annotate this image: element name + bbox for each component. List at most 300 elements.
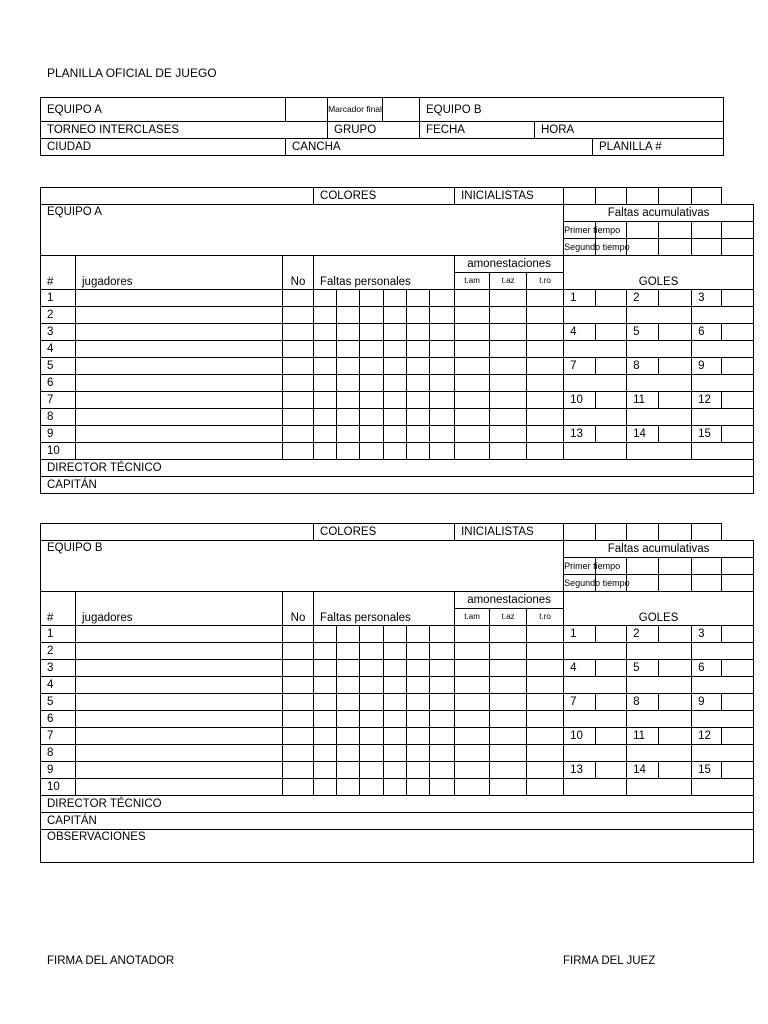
- personal-foul-cell[interactable]: [430, 443, 455, 460]
- personal-foul-cell[interactable]: [337, 643, 360, 660]
- card-cell[interactable]: [490, 660, 527, 677]
- card-cell[interactable]: [455, 745, 490, 762]
- card-cell[interactable]: [455, 728, 490, 745]
- half-foul-cell[interactable]: [722, 222, 754, 239]
- card-cell[interactable]: [455, 426, 490, 443]
- personal-foul-cell[interactable]: [430, 779, 455, 796]
- personal-foul-cell[interactable]: [430, 745, 455, 762]
- half-foul-cell[interactable]: [659, 558, 692, 575]
- goal-mark-cell[interactable]: [659, 728, 692, 745]
- half-foul-cell[interactable]: [692, 575, 722, 592]
- player-name-cell[interactable]: [76, 728, 283, 745]
- personal-foul-cell[interactable]: [360, 426, 384, 443]
- goal-mark-cell[interactable]: [596, 694, 627, 711]
- personal-foul-cell[interactable]: [337, 711, 360, 728]
- player-jersey-cell[interactable]: [283, 375, 314, 392]
- goal-mark-cell[interactable]: [722, 324, 754, 341]
- personal-foul-cell[interactable]: [314, 728, 337, 745]
- player-jersey-cell[interactable]: [283, 694, 314, 711]
- goal-mark-cell[interactable]: [596, 290, 627, 307]
- half-foul-cell[interactable]: [722, 575, 754, 592]
- goal-mark-cell[interactable]: [596, 762, 627, 779]
- card-cell[interactable]: [490, 711, 527, 728]
- personal-foul-cell[interactable]: [314, 409, 337, 426]
- card-cell[interactable]: [527, 745, 564, 762]
- personal-foul-cell[interactable]: [314, 358, 337, 375]
- red-card-header: t.ro: [527, 273, 564, 290]
- player-jersey-cell[interactable]: [283, 290, 314, 307]
- goal-mark-cell[interactable]: [659, 392, 692, 409]
- player-name-cell[interactable]: [76, 677, 283, 694]
- player-name-cell[interactable]: [76, 694, 283, 711]
- goal-mark-cell[interactable]: [596, 728, 627, 745]
- personal-foul-cell[interactable]: [314, 392, 337, 409]
- personal-foul-cell[interactable]: [384, 409, 407, 426]
- personal-foul-cell[interactable]: [430, 409, 455, 426]
- goal-spacer-cell: [564, 307, 627, 324]
- card-cell[interactable]: [490, 694, 527, 711]
- player-jersey-cell[interactable]: [283, 711, 314, 728]
- team-a-score-cell[interactable]: [286, 98, 328, 122]
- personal-foul-cell[interactable]: [360, 392, 384, 409]
- card-cell[interactable]: [527, 426, 564, 443]
- personal-foul-cell[interactable]: [337, 341, 360, 358]
- starter-cell[interactable]: [596, 188, 627, 205]
- accumulated-fouls-label: Faltas acumulativas: [564, 541, 754, 558]
- personal-foul-cell[interactable]: [314, 307, 337, 324]
- personal-foul-cell[interactable]: [407, 643, 430, 660]
- personal-foul-cell[interactable]: [314, 443, 337, 460]
- personal-foul-cell[interactable]: [314, 694, 337, 711]
- personal-foul-cell[interactable]: [360, 643, 384, 660]
- personal-foul-cell[interactable]: [407, 677, 430, 694]
- player-name-cell[interactable]: [76, 762, 283, 779]
- card-cell[interactable]: [455, 711, 490, 728]
- player-name-cell[interactable]: [76, 660, 283, 677]
- goal-mark-cell[interactable]: [659, 694, 692, 711]
- personal-foul-cell[interactable]: [384, 728, 407, 745]
- personal-foul-cell[interactable]: [314, 779, 337, 796]
- goal-spacer-cell: [627, 375, 692, 392]
- card-cell[interactable]: [490, 443, 527, 460]
- personal-foul-cell[interactable]: [360, 409, 384, 426]
- card-cell[interactable]: [527, 358, 564, 375]
- personal-foul-cell[interactable]: [430, 307, 455, 324]
- card-cell[interactable]: [455, 375, 490, 392]
- personal-foul-cell[interactable]: [337, 660, 360, 677]
- goal-number-label: 5: [627, 660, 659, 677]
- half-foul-cell[interactable]: [722, 239, 754, 256]
- personal-foul-cell[interactable]: [430, 711, 455, 728]
- personal-foul-cell[interactable]: [407, 728, 430, 745]
- personal-foul-cell[interactable]: [360, 443, 384, 460]
- card-cell[interactable]: [490, 290, 527, 307]
- half-foul-cell[interactable]: [627, 222, 659, 239]
- personal-foul-cell[interactable]: [430, 660, 455, 677]
- personal-foul-cell[interactable]: [384, 324, 407, 341]
- player-name-cell[interactable]: [76, 426, 283, 443]
- personal-foul-cell[interactable]: [430, 375, 455, 392]
- personal-foul-cell[interactable]: [337, 443, 360, 460]
- player-name-cell[interactable]: [76, 745, 283, 762]
- personal-foul-cell[interactable]: [384, 626, 407, 643]
- card-cell[interactable]: [490, 426, 527, 443]
- card-cell[interactable]: [527, 307, 564, 324]
- personal-foul-cell[interactable]: [314, 290, 337, 307]
- personal-foul-cell[interactable]: [384, 779, 407, 796]
- player-jersey-cell[interactable]: [283, 341, 314, 358]
- player-name-cell[interactable]: [76, 375, 283, 392]
- personal-foul-cell[interactable]: [360, 307, 384, 324]
- personal-foul-cell[interactable]: [430, 762, 455, 779]
- personal-foul-cell[interactable]: [407, 762, 430, 779]
- personal-foul-cell[interactable]: [360, 762, 384, 779]
- personal-foul-cell[interactable]: [384, 677, 407, 694]
- card-cell[interactable]: [455, 762, 490, 779]
- card-cell[interactable]: [527, 677, 564, 694]
- goal-mark-cell[interactable]: [659, 358, 692, 375]
- personal-foul-cell[interactable]: [314, 745, 337, 762]
- card-cell[interactable]: [455, 392, 490, 409]
- personal-foul-cell[interactable]: [384, 762, 407, 779]
- player-name-cell[interactable]: [76, 443, 283, 460]
- player-name-cell[interactable]: [76, 290, 283, 307]
- personal-foul-cell[interactable]: [384, 694, 407, 711]
- blank-cell: [41, 188, 314, 205]
- personal-foul-cell[interactable]: [360, 711, 384, 728]
- personal-foul-cell[interactable]: [407, 324, 430, 341]
- card-cell[interactable]: [455, 643, 490, 660]
- player-row-number: 4: [41, 341, 76, 358]
- card-cell[interactable]: [527, 643, 564, 660]
- personal-foul-cell[interactable]: [360, 660, 384, 677]
- card-cell[interactable]: [455, 341, 490, 358]
- player-name-cell[interactable]: [76, 324, 283, 341]
- goal-mark-cell[interactable]: [659, 762, 692, 779]
- card-cell[interactable]: [455, 443, 490, 460]
- personal-foul-cell[interactable]: [360, 341, 384, 358]
- player-jersey-cell[interactable]: [283, 779, 314, 796]
- personal-foul-cell[interactable]: [384, 392, 407, 409]
- goal-mark-cell[interactable]: [596, 324, 627, 341]
- card-cell[interactable]: [527, 626, 564, 643]
- goal-mark-cell[interactable]: [722, 660, 754, 677]
- goal-number-label: 12: [692, 392, 722, 409]
- personal-foul-cell[interactable]: [360, 677, 384, 694]
- card-cell[interactable]: [455, 324, 490, 341]
- personal-foul-cell[interactable]: [384, 290, 407, 307]
- player-jersey-cell[interactable]: [283, 409, 314, 426]
- card-cell[interactable]: [455, 660, 490, 677]
- coach-label: DIRECTOR TÉCNICO: [41, 460, 754, 477]
- player-name-cell[interactable]: [76, 626, 283, 643]
- goal-spacer-cell: [627, 409, 692, 426]
- half-foul-cell[interactable]: [692, 558, 722, 575]
- card-cell[interactable]: [490, 643, 527, 660]
- personal-foul-cell[interactable]: [337, 409, 360, 426]
- goal-number-label: 6: [692, 660, 722, 677]
- personal-foul-cell[interactable]: [314, 426, 337, 443]
- player-jersey-cell[interactable]: [283, 745, 314, 762]
- goal-spacer-cell: [692, 307, 754, 324]
- player-name-cell[interactable]: [76, 307, 283, 324]
- half-foul-cell[interactable]: [627, 239, 659, 256]
- half-foul-cell[interactable]: [627, 575, 659, 592]
- personal-foul-cell[interactable]: [407, 443, 430, 460]
- player-jersey-cell[interactable]: [283, 443, 314, 460]
- personal-foul-cell[interactable]: [407, 626, 430, 643]
- card-cell[interactable]: [490, 392, 527, 409]
- player-name-cell[interactable]: [76, 392, 283, 409]
- personal-foul-cell[interactable]: [360, 375, 384, 392]
- personal-foul-cell[interactable]: [360, 779, 384, 796]
- card-cell[interactable]: [527, 290, 564, 307]
- player-jersey-cell[interactable]: [283, 392, 314, 409]
- personal-foul-cell[interactable]: [384, 745, 407, 762]
- personal-foul-cell[interactable]: [360, 626, 384, 643]
- personal-foul-cell[interactable]: [430, 392, 455, 409]
- personal-foul-cell[interactable]: [430, 694, 455, 711]
- card-cell[interactable]: [527, 392, 564, 409]
- goal-mark-cell[interactable]: [722, 392, 754, 409]
- group-label: GRUPO: [328, 122, 420, 139]
- player-jersey-cell[interactable]: [283, 626, 314, 643]
- card-cell[interactable]: [527, 443, 564, 460]
- personal-foul-cell[interactable]: [430, 626, 455, 643]
- player-name-cell[interactable]: [76, 409, 283, 426]
- personal-foul-cell[interactable]: [407, 694, 430, 711]
- player-jersey-cell[interactable]: [283, 643, 314, 660]
- personal-foul-cell[interactable]: [314, 677, 337, 694]
- starter-cell[interactable]: [627, 524, 659, 541]
- goal-mark-cell[interactable]: [659, 660, 692, 677]
- personal-foul-cell[interactable]: [337, 358, 360, 375]
- half-foul-cell[interactable]: [692, 222, 722, 239]
- personal-foul-cell[interactable]: [337, 626, 360, 643]
- starter-cell[interactable]: [692, 524, 722, 541]
- personal-foul-cell[interactable]: [384, 375, 407, 392]
- card-cell[interactable]: [527, 762, 564, 779]
- personal-foul-cell[interactable]: [430, 643, 455, 660]
- personal-foul-cell[interactable]: [337, 762, 360, 779]
- player-name-cell[interactable]: [76, 358, 283, 375]
- personal-foul-cell[interactable]: [337, 392, 360, 409]
- team-b-score-cell[interactable]: [383, 98, 420, 122]
- player-jersey-cell[interactable]: [283, 728, 314, 745]
- card-cell[interactable]: [455, 290, 490, 307]
- personal-foul-cell[interactable]: [430, 426, 455, 443]
- personal-foul-cell[interactable]: [407, 660, 430, 677]
- goal-spacer-cell: [692, 443, 754, 460]
- second-half-label: Segundo tiempo: [564, 575, 596, 592]
- half-foul-cell[interactable]: [627, 558, 659, 575]
- personal-foul-cell[interactable]: [407, 290, 430, 307]
- half-foul-cell[interactable]: [659, 239, 692, 256]
- player-name-cell[interactable]: [76, 643, 283, 660]
- card-cell[interactable]: [455, 409, 490, 426]
- personal-foul-cell[interactable]: [384, 643, 407, 660]
- card-cell[interactable]: [527, 324, 564, 341]
- player-jersey-cell[interactable]: [283, 307, 314, 324]
- personal-foul-cell[interactable]: [360, 694, 384, 711]
- card-cell[interactable]: [490, 779, 527, 796]
- card-cell[interactable]: [490, 341, 527, 358]
- card-cell[interactable]: [490, 745, 527, 762]
- card-cell[interactable]: [527, 728, 564, 745]
- player-name-cell[interactable]: [76, 711, 283, 728]
- personal-foul-cell[interactable]: [407, 375, 430, 392]
- personal-foul-cell[interactable]: [337, 694, 360, 711]
- personal-foul-cell[interactable]: [337, 290, 360, 307]
- card-cell[interactable]: [490, 358, 527, 375]
- personal-foul-cell[interactable]: [430, 358, 455, 375]
- personal-foul-cell[interactable]: [407, 392, 430, 409]
- starter-cell[interactable]: [564, 524, 596, 541]
- card-cell[interactable]: [490, 307, 527, 324]
- card-cell[interactable]: [490, 626, 527, 643]
- card-cell[interactable]: [527, 711, 564, 728]
- goal-mark-cell[interactable]: [722, 694, 754, 711]
- personal-foul-cell[interactable]: [430, 341, 455, 358]
- personal-foul-cell[interactable]: [360, 358, 384, 375]
- goal-mark-cell[interactable]: [722, 728, 754, 745]
- goal-mark-cell[interactable]: [722, 426, 754, 443]
- personal-foul-cell[interactable]: [360, 324, 384, 341]
- referee-signature-label: FIRMA DEL JUEZ: [563, 955, 656, 967]
- personal-foul-cell[interactable]: [337, 677, 360, 694]
- goal-mark-cell[interactable]: [596, 392, 627, 409]
- goal-mark-cell[interactable]: [596, 660, 627, 677]
- goal-mark-cell[interactable]: [596, 358, 627, 375]
- personal-foul-cell[interactable]: [384, 341, 407, 358]
- card-cell[interactable]: [527, 409, 564, 426]
- starter-cell[interactable]: [564, 188, 596, 205]
- starter-cell[interactable]: [659, 188, 692, 205]
- card-cell[interactable]: [490, 375, 527, 392]
- number-header: #: [41, 592, 76, 626]
- personal-foul-cell[interactable]: [360, 745, 384, 762]
- starter-cell[interactable]: [627, 188, 659, 205]
- personal-foul-cell[interactable]: [407, 779, 430, 796]
- goal-mark-cell[interactable]: [596, 626, 627, 643]
- goal-mark-cell[interactable]: [659, 426, 692, 443]
- personal-foul-cell[interactable]: [360, 290, 384, 307]
- half-foul-cell[interactable]: [722, 558, 754, 575]
- personal-foul-cell[interactable]: [337, 324, 360, 341]
- personal-foul-cell[interactable]: [407, 426, 430, 443]
- personal-foul-cell[interactable]: [430, 290, 455, 307]
- player-row-number: 10: [41, 443, 76, 460]
- half-foul-cell[interactable]: [692, 239, 722, 256]
- goal-mark-cell[interactable]: [659, 290, 692, 307]
- card-cell[interactable]: [527, 375, 564, 392]
- personal-foul-cell[interactable]: [314, 375, 337, 392]
- personal-foul-cell[interactable]: [314, 643, 337, 660]
- player-jersey-cell[interactable]: [283, 660, 314, 677]
- half-foul-cell[interactable]: [659, 575, 692, 592]
- personal-foul-cell[interactable]: [337, 307, 360, 324]
- personal-foul-cell[interactable]: [407, 341, 430, 358]
- personal-foul-cell[interactable]: [384, 660, 407, 677]
- goal-mark-cell[interactable]: [596, 426, 627, 443]
- card-cell[interactable]: [455, 358, 490, 375]
- personal-foul-cell[interactable]: [384, 711, 407, 728]
- half-foul-cell[interactable]: [659, 222, 692, 239]
- card-cell[interactable]: [455, 677, 490, 694]
- personal-foul-cell[interactable]: [384, 358, 407, 375]
- personal-foul-cell[interactable]: [407, 711, 430, 728]
- player-name-cell[interactable]: [76, 779, 283, 796]
- personal-foul-cell[interactable]: [430, 324, 455, 341]
- card-cell[interactable]: [490, 728, 527, 745]
- card-cell[interactable]: [455, 307, 490, 324]
- personal-foul-cell[interactable]: [314, 762, 337, 779]
- card-cell[interactable]: [455, 694, 490, 711]
- card-cell[interactable]: [455, 779, 490, 796]
- goal-number-label: 9: [692, 694, 722, 711]
- personal-foul-cell[interactable]: [337, 779, 360, 796]
- goal-mark-cell[interactable]: [659, 626, 692, 643]
- personal-foul-cell[interactable]: [407, 745, 430, 762]
- card-cell[interactable]: [527, 694, 564, 711]
- first-half-label: Primer tiempo: [564, 558, 596, 575]
- personal-foul-cell[interactable]: [407, 307, 430, 324]
- player-jersey-cell[interactable]: [283, 324, 314, 341]
- personal-foul-cell[interactable]: [407, 409, 430, 426]
- personal-foul-cell[interactable]: [430, 728, 455, 745]
- goal-mark-cell[interactable]: [722, 358, 754, 375]
- card-cell[interactable]: [490, 762, 527, 779]
- goal-spacer-cell: [564, 643, 627, 660]
- player-jersey-cell[interactable]: [283, 358, 314, 375]
- personal-foul-cell[interactable]: [314, 324, 337, 341]
- card-cell[interactable]: [527, 660, 564, 677]
- starter-cell[interactable]: [659, 524, 692, 541]
- card-cell[interactable]: [490, 324, 527, 341]
- player-name-cell[interactable]: [76, 341, 283, 358]
- personal-foul-cell[interactable]: [384, 443, 407, 460]
- personal-foul-cell[interactable]: [384, 426, 407, 443]
- personal-foul-cell[interactable]: [314, 341, 337, 358]
- player-jersey-cell[interactable]: [283, 762, 314, 779]
- starter-cell[interactable]: [596, 524, 627, 541]
- personal-foul-cell[interactable]: [407, 358, 430, 375]
- card-cell[interactable]: [527, 341, 564, 358]
- goal-mark-cell[interactable]: [722, 762, 754, 779]
- personal-foul-cell[interactable]: [337, 728, 360, 745]
- goal-spacer-cell: [692, 375, 754, 392]
- personal-foul-cell[interactable]: [430, 677, 455, 694]
- personal-foul-cell[interactable]: [337, 375, 360, 392]
- starter-cell[interactable]: [692, 188, 722, 205]
- personal-foul-cell[interactable]: [337, 426, 360, 443]
- personal-foul-cell[interactable]: [384, 307, 407, 324]
- card-cell[interactable]: [455, 626, 490, 643]
- personal-foul-cell[interactable]: [314, 626, 337, 643]
- personal-foul-cell[interactable]: [314, 711, 337, 728]
- card-cell[interactable]: [490, 677, 527, 694]
- goal-mark-cell[interactable]: [659, 324, 692, 341]
- card-cell[interactable]: [490, 409, 527, 426]
- player-jersey-cell[interactable]: [283, 677, 314, 694]
- personal-foul-cell[interactable]: [314, 660, 337, 677]
- personal-foul-cell[interactable]: [337, 745, 360, 762]
- player-jersey-cell[interactable]: [283, 426, 314, 443]
- card-cell[interactable]: [527, 779, 564, 796]
- personal-foul-cell[interactable]: [360, 728, 384, 745]
- goal-mark-cell[interactable]: [722, 290, 754, 307]
- goal-mark-cell[interactable]: [722, 626, 754, 643]
